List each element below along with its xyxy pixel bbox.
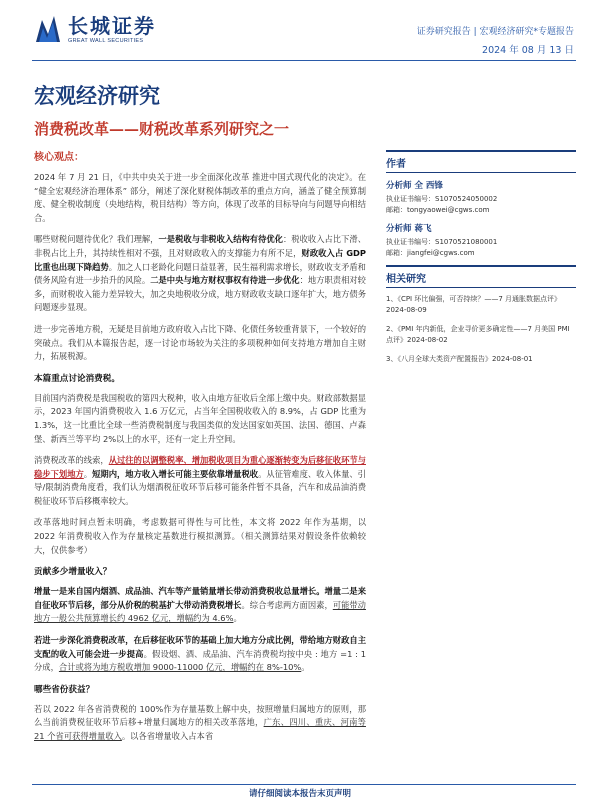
analyst-card xyxy=(386,179,576,216)
main-content xyxy=(34,148,366,752)
heading-incremental-revenue: 贡献多少增量收入？ xyxy=(34,567,112,578)
page-title: 宏观经济研究 xyxy=(34,83,160,108)
related-research-heading: 相关研究 xyxy=(386,265,576,288)
header-divider xyxy=(32,60,576,61)
logo-chinese-name: 长城证券 xyxy=(68,13,156,38)
paragraph-local-tax: 进一步完善地方税，无疑是目前地方政府收入占比下降、化债任务较重背景下，一个较好的突破点。我们从本篇报告起，逐一讨论市场较为关注的多项税种如何支持地方增加自主财力，拓展税源。 xyxy=(34,323,366,362)
authors-heading: 作者 xyxy=(386,150,576,173)
paragraph-issues: 哪些财税问题待优化？我们理解，一是税收与非税收入结构有待优化：税收收入占比下滑、非税占比上升，其持续性相对不强，且对财政收入的支撑能力有所不足，财政收入占 GDP 比重也出现下降趋势。加之人口老龄化问题日益显著，民生福利需求增长，财政收支矛盾和债务风险有进一步抬升的风险。二是中央与地方财权事权有待进一步优化：地方职责相对较多，而财税收入能力差异较大，加之央地税收分成，地方财政收支缺口逐年扩大，地方债务问题逐步显现。 xyxy=(34,234,366,313)
paragraph-increment-sources: 增量一是来自国内烟酒、成品油、汽车等产量销量增长带动消费税收总量增长。增量二是来自征收环节后移，部分从价税的税基扩大带动消费税增长。综合考虑两方面因素，可能带动地方一般公共预算增长约 4962 亿元，增幅约为 4.6%。 xyxy=(34,586,366,624)
paragraph-intro: 2024 年 7 月 21 日，《中共中央关于进一步全面深化改革 推进中国式现代化的决定》。在 “健全宏观经济治理体系” 部分，阐述了深化财税体制改革的重点方向，涵盖了健全预算制度、健全税收制度（央地结构，税目结构）等方向，体现了改革的目标导向与问题导向相结合。 xyxy=(34,172,366,223)
paragraph-reform-clues: 消费税改革的线索，从过往的以调整税率、增加税收项目为重心逐渐转变为后移征收环节与稳步下划地方。短期内，地方收入增长可能主要依靠增量税收。从征管难度、收入体量、引导/限制消费角度看，我们认为烟酒税征收环节后移可能条件暂不具备，汽车和成品油消费税征收环节后移概率较大。 xyxy=(34,455,366,506)
logo-english-name: GREAT WALL SECURITIES xyxy=(68,37,144,44)
analyst-cert: 执业证书编号：S1070524050002 xyxy=(386,195,498,203)
report-categories: 证券研究报告 | 宏观经济研究*专题报告 xyxy=(416,27,574,37)
footer-disclaimer: 请仔细阅读本报告末页声明 xyxy=(248,789,351,799)
analyst-name: 分析师 蒋飞 xyxy=(386,224,432,234)
report-subtitle: 消费税改革——财税改革系列研究之一 xyxy=(34,120,290,138)
sidebar xyxy=(386,150,576,373)
analyst-card xyxy=(386,222,576,259)
analyst-email[interactable]: 邮箱：jiangfei@cgws.com xyxy=(386,249,475,257)
paragraph-provinces: 若以 2022 年各省消费税的 100%作为存量基数上解中央，按照增量归属地方的原则，那么当前消费税征收环节后移+增量归属地方的相关改革落地，广东、四川、重庆、河南等 21 个省可获得增量收入。以各省增量收入占本省 xyxy=(34,703,366,741)
core-views-label: 核心观点： xyxy=(34,152,84,163)
paragraph-tax-stats: 目前国内消费税是我国税收的第四大税种，收入由地方征收后全部上缴中央。财政部数据显示，2023 年国内消费税收入 1.6 万亿元，占当年全国税收收入的 8.9%，占 GDP 比重为 1.3%，这一比重比全球一些消费税制度与我国类似的发达国家如英国、法国、德国、卢森堡、新西兰等平均 2%以上的水平，还有一定上升空间。 xyxy=(34,392,366,444)
related-report-link[interactable]: 3、《八月全球大类资产配置报告》2024-08-01 xyxy=(386,355,533,363)
paragraph-deepen-reform: 若进一步深化消费税改革，在后移征收环节的基础上加大地方分成比例，带给地方财政自主支配的收入可能会进一步提高。假设烟、酒、成品油、汽车消费税均按中央 : 地方 =1 : 1 分成，合计或将为地方税收增加 9000-11000 亿元，增幅约在 8%-10%。 xyxy=(34,635,366,673)
report-footer xyxy=(0,780,600,800)
related-report-link[interactable]: 2、《PMI 年内新低，企业寻价更多确定性——7 月美国 PMI 点评》2024-08-02 xyxy=(386,325,570,344)
report-header xyxy=(0,0,600,62)
great-wall-logo-icon xyxy=(34,14,62,44)
report-date: 2024 年 08 月 13 日 xyxy=(482,45,574,56)
company-logo xyxy=(34,14,156,44)
analyst-name: 分析师 全 西锋 xyxy=(386,181,443,191)
paragraph-baseline: 改革落地时间点暂未明确，考虑数据可得性与可比性，本文将 2022 年作为基期，以 2022 年消费税收入作为存量核定基数进行模拟测算。（相关测算结果对假设条件依赖较大，仅供参考） xyxy=(34,517,366,555)
heading-provinces: 哪些省份获益？ xyxy=(34,684,95,695)
related-report-link[interactable]: 1、《CPI 环比偏强，可否持续？——7 月通胀数据点评》2024-08-09 xyxy=(386,295,562,314)
analyst-cert: 执业证书编号：S1070521080001 xyxy=(386,238,498,246)
analyst-email[interactable]: 邮箱：tongyaowei@cgws.com xyxy=(386,206,490,214)
footer-divider xyxy=(32,784,576,785)
heading-consumption-tax: 本篇重点讨论消费税。 xyxy=(34,373,120,384)
